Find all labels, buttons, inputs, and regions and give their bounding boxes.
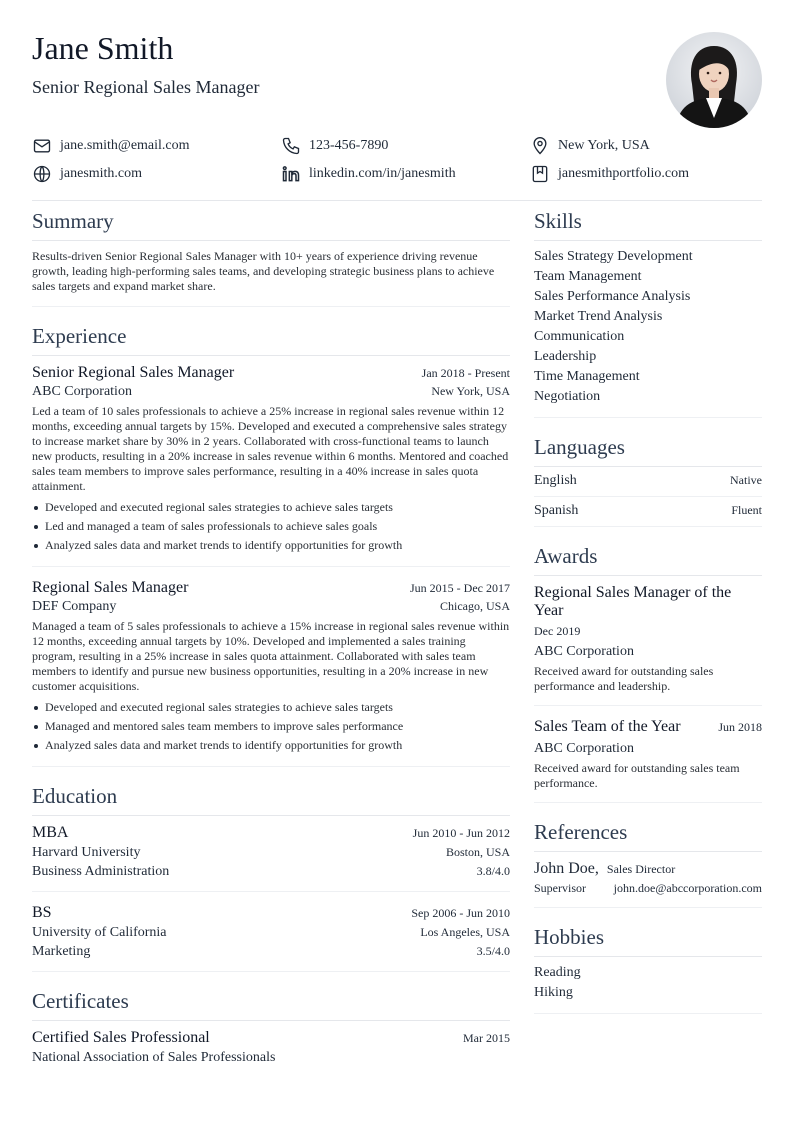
- job-title: Regional Sales Manager: [32, 579, 189, 596]
- skill-item: Time Management: [534, 369, 640, 384]
- section-title-experience: Experience: [32, 315, 510, 356]
- education-item: [32, 892, 510, 972]
- job-company: ABC Corporation: [32, 384, 132, 399]
- contact-website-text: janesmith.com: [60, 166, 143, 181]
- contact-website[interactable]: [32, 164, 142, 184]
- award-item: [534, 576, 762, 706]
- section-title-languages: Languages: [534, 426, 762, 467]
- language-name: Spanish: [534, 503, 579, 518]
- job-bullet: Developed and executed regional sales strategies to achieve sales targets: [32, 498, 510, 517]
- skill-item: Communication: [534, 329, 625, 344]
- education-dates: Jun 2010 - Jun 2012: [412, 826, 510, 840]
- mail-icon: [32, 136, 52, 156]
- candidate-title: Senior Regional Sales Manager: [32, 77, 260, 97]
- job-bullets: [32, 698, 510, 755]
- section-title-skills: Skills: [534, 200, 762, 241]
- job-bullet: Managed and mentored sales team members to improve sales performance: [32, 717, 510, 736]
- job-company: DEF Company: [32, 599, 117, 614]
- contact-email-text: jane.smith@email.com: [60, 138, 190, 153]
- job-bullet: Led and managed a team of sales professionals to achieve sales goals: [32, 517, 510, 536]
- skills-list: [534, 241, 762, 418]
- award-item: [534, 706, 762, 803]
- award-description: Received award for outstanding sales team performance.: [534, 761, 740, 790]
- globe-icon: [32, 164, 52, 184]
- field-of-study: Business Administration: [32, 864, 170, 879]
- contact-phone[interactable]: [281, 136, 388, 156]
- certificate-issuer: National Association of Sales Professionals: [32, 1050, 276, 1065]
- contact-location: [530, 136, 650, 156]
- skill-item: Leadership: [534, 349, 597, 364]
- gpa: 3.5/4.0: [476, 944, 510, 958]
- job-bullet: Analyzed sales data and market trends to identify opportunities for growth: [32, 536, 510, 555]
- job-description: Led a team of 10 sales professionals to achieve a 25% increase in regional sales revenue within 12 months, exceeding annual targets by 15%. Developed and executed a comprehensive sales strategy to increase market share by 30% in 2 years. Collaborated with cross-functional teams to launch new products, resulting in a 20% increase in sales revenue within 6 months. Mentored and coached sales team members to improve sales performance, resulting in a 40% increase in sales quota attainment.: [32, 404, 509, 493]
- section-title-awards: Awards: [534, 535, 762, 576]
- school-location: Los Angeles, USA: [420, 925, 510, 939]
- award-org: ABC Corporation: [534, 741, 634, 756]
- certificate-date: Mar 2015: [463, 1031, 510, 1045]
- contact-portfolio-text: janesmithportfolio.com: [558, 166, 690, 181]
- contact-linkedin[interactable]: [281, 164, 456, 184]
- linkedin-icon: [281, 164, 301, 184]
- job-title: Senior Regional Sales Manager: [32, 364, 235, 381]
- section-title-summary: Summary: [32, 200, 510, 241]
- side-column: [534, 200, 762, 1014]
- language-item: [534, 497, 762, 527]
- map-pin-icon: [530, 136, 550, 156]
- hobby-item: Reading: [534, 965, 581, 980]
- education-item: [32, 816, 510, 892]
- experience-item: [32, 356, 510, 567]
- job-bullet: Analyzed sales data and market trends to identify opportunities for growth: [32, 736, 510, 755]
- job-dates: Jun 2015 - Dec 2017: [410, 581, 510, 595]
- job-location: Chicago, USA: [440, 599, 510, 613]
- degree: BS: [32, 904, 52, 921]
- contact-phone-text: 123-456-7890: [309, 138, 389, 153]
- phone-icon: [281, 136, 301, 156]
- main-column: [32, 200, 510, 1066]
- reference-item: [534, 852, 762, 908]
- portfolio-icon: [530, 164, 550, 184]
- section-title-references: References: [534, 811, 762, 852]
- skill-item: Team Management: [534, 269, 642, 284]
- job-bullets: [32, 498, 510, 555]
- skill-item: Negotiation: [534, 389, 601, 404]
- candidate-name: Jane Smith: [32, 30, 174, 66]
- award-date: Dec 2019: [534, 624, 581, 638]
- contact-linkedin-text: linkedin.com/in/janesmith: [309, 166, 456, 181]
- reference-role: Sales Director: [606, 862, 676, 876]
- job-dates: Jan 2018 - Present: [421, 366, 510, 380]
- certificate-name: Certified Sales Professional: [32, 1029, 210, 1046]
- field-of-study: Marketing: [32, 944, 91, 959]
- hobby-item: Hiking: [534, 985, 573, 1000]
- degree: MBA: [32, 824, 69, 841]
- award-date: Jun 2018: [718, 720, 762, 734]
- experience-item: [32, 567, 510, 767]
- contact-portfolio[interactable]: [530, 164, 689, 184]
- school: Harvard University: [32, 845, 141, 860]
- reference-name: John Doe,: [534, 860, 599, 877]
- education-dates: Sep 2006 - Jun 2010: [411, 906, 510, 920]
- award-org: ABC Corporation: [534, 644, 634, 659]
- school-location: Boston, USA: [445, 845, 510, 859]
- reference-relation: Supervisor: [534, 881, 586, 895]
- language-item: [534, 467, 762, 497]
- section-title-certificates: Certificates: [32, 980, 510, 1021]
- award-description: Received award for outstanding sales performance and leadership.: [534, 664, 714, 693]
- skill-item: Market Trend Analysis: [534, 309, 663, 324]
- skill-item: Sales Performance Analysis: [534, 289, 691, 304]
- section-title-education: Education: [32, 775, 510, 816]
- award-title: Sales Team of the Year: [534, 718, 681, 735]
- profile-photo: [666, 32, 762, 128]
- section-title-hobbies: Hobbies: [534, 916, 762, 957]
- contact-email[interactable]: [32, 136, 190, 156]
- job-location: New York, USA: [431, 384, 510, 398]
- language-level: Fluent: [731, 503, 762, 517]
- language-name: English: [534, 473, 577, 488]
- certificate-item: [32, 1021, 510, 1066]
- school: University of California: [32, 925, 167, 940]
- gpa: 3.8/4.0: [476, 864, 510, 878]
- reference-email[interactable]: john.doe@abccorporation.com: [613, 881, 762, 895]
- job-bullet: Developed and executed regional sales strategies to achieve sales targets: [32, 698, 510, 717]
- summary-text: Results-driven Senior Regional Sales Manager with 10+ years of experience driving revenue growth, leading high-performing sales teams, and developing strategic business plans to achieve sales targets and expand market share.: [32, 241, 510, 307]
- skill-item: Sales Strategy Development: [534, 249, 693, 264]
- job-description: Managed a team of 5 sales professionals to achieve a 15% increase in regional sales revenue within 12 months, exceeding annual targets by 10%. Developed and implemented a sales training program, resulting in a 25% increase in sales quota attainment. Collaborated with sales team members to identify and pursue new business opportunities, resulting in a 20% increase in new customer acquisitions.: [32, 619, 510, 693]
- hobbies-list: [534, 957, 762, 1014]
- language-level: Native: [730, 473, 762, 487]
- award-title: Regional Sales Manager of the Year: [534, 584, 732, 619]
- contact-location-text: New York, USA: [558, 138, 650, 153]
